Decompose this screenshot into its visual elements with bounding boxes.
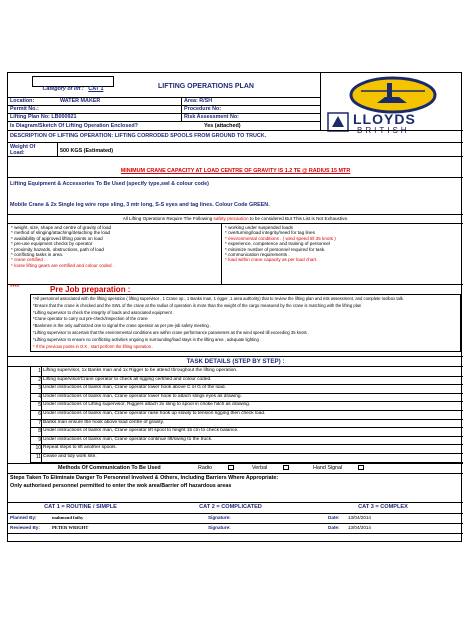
task-step-number: 6 [38,411,41,417]
category-routine: CAT 1 = ROUTINE / SIMPLE [44,504,117,510]
precaution-item: * pre-use equipment checks by operator [11,241,93,247]
task-step-text: Under instructions of banks man, Crane operator lower hook to attach slings eyes as drawing. [43,393,242,399]
communication-label: Methods Of Communication To Be Used [58,465,161,471]
crane-capacity-note: MINIMUM CRANE CAPACITY AT LOAD CENTRE OF GRAVITY IS 1.2 TE @ RADIUS 15 MTR [120,168,351,174]
risk-assessment-label: Risk Assessment No: [184,114,239,120]
precaution-item: * proximity hazards, obstructions, path of load [11,246,104,252]
comm-radio[interactable]: Radio [198,465,234,471]
precaution-item: * method of slinging/attaching/detaching the load [11,230,111,236]
task-step-number: 11 [35,454,41,460]
prejob-item: *Lifting supervisor to ensure no conflicting activities ongoing in surrounding/load stays in the lifting area , adequate lighting . [33,336,262,342]
precaution-item: * availability of approved lifting points on load [11,235,103,241]
task-step-text: Cease and tidy work site. [43,454,97,459]
prejob-item: *Lifting supervisor to check the integrity of loads and associated equipment . [33,309,175,315]
reviewed-by-row: Reviewed By: PETER WRIGHT Signature: Date: 13/04/2014 [10,525,371,530]
task-step-number: 4 [38,393,41,400]
hand-signal-checkbox[interactable] [358,465,364,470]
prejob-item: *Bankmen is the only authorized one to signal the crane operator as per pre-job safety meeting . [33,323,212,329]
task-step-text: Repeat steps to lift another spools. [43,445,117,451]
danger-elimination-label: Steps Taken To Eliminate Danger To Personnel Involved & Others, Including Barriers Where Appropriate: [10,475,279,481]
precaution-item: * environmental conditions . ( wind speed till 35 knots ) [225,235,336,241]
weight-value: 500 KGS (Estimated) [60,148,114,154]
precaution-item: * loose lifting gears are certified and colour coded . [11,262,115,268]
task-step-number: 3 [38,385,41,392]
task-step-text: Banks man ensure the hook above load centre of gravity. [43,419,164,425]
task-step-number: 9 [38,436,41,443]
lifting-plan-number: Lifting Plan No: LB000921 [10,114,77,120]
location-label: Location: [10,98,35,104]
precaution-item: * working under suspended loads [225,225,293,230]
precaution-item: * load within crane capacity as per load chart. [225,257,318,263]
category-box [32,76,114,92]
task-step-text: Under instructions of banks man, Crane operator lower hook above C of G of the load. [43,385,226,391]
task-step-number: 1 [38,368,41,374]
prejob-item: *All personnel associated with the lifting operation ( lifting supervisor , 1 Crane op., 1 Banks man, 1 rigger ,1 area authority) that to review the lifting plan and risk assessment, and complete toolbox talk. [33,296,405,301]
task-heading: TASK DETAILS (STEP BY STEP) : [186,358,285,365]
task-step-number: 7 [38,419,41,426]
diagram-question: Is Diagram/Sketch Of Lifting Operation Enclosed? [10,123,138,129]
category-prefix: Category of lift : [42,86,84,92]
operation-description: DESCRIPTION OF LIFTING OPERATION: LIFTING CORRODED SPOOLS FROM GROUND TO TRUCK. [10,133,267,139]
comm-verbal[interactable]: Verbal [252,465,289,471]
task-step-text: Lifting supervisor/Crane operator to check all rigging certified and colour coded. [43,376,212,382]
procedure-label: Procedure No: [184,106,222,112]
weight-label: Weight Of Load: [10,144,36,157]
precaution-intro: All Lifting Operations Require The Following safety precaution to be considered But This List is Not Exhaustive. [122,216,349,221]
company-logo [321,75,461,137]
area-label: Area: R/SH [184,98,213,104]
precaution-list-left [11,225,114,268]
precaution-item: * overturning/load integrity/need for tag lines [225,230,315,236]
task-step-text: Lifting supervisor, 1x Banks man and 1x Rigger to be attend throughout the lifting operation. [43,368,238,373]
precaution-item: * communication requirements . [225,252,290,258]
task-step-text: Under instructions of banks man, Crane operator continue lift/swing to the truck. [43,436,213,442]
task-step-number: 5 [38,402,41,409]
task-step-number: 2 [38,376,41,383]
logo-text: LLOYDS [353,111,416,127]
comm-hand-signal[interactable]: Hand Signal [313,465,364,471]
precaution-item: * crane certified . [11,257,46,263]
task-step-text: Under instructions of Lifting supervisor, Riggers attach 2x sling to spool in choke hitch as drawing. [43,402,251,408]
precaution-item: * experience, competence and training of personnel [225,241,330,247]
task-step-number: 10 [35,445,41,452]
equipment-heading: Lifting Equipment & Accessories To Be Used (specify type,swl & colour code) [10,181,209,187]
prejob-item: * If the previous points in O.K , start perform the lifting operation . [33,343,154,349]
prejob-item: *Ensure that the crane is checked and the SWL of the crane at the radius of operation is more than the weight of the cargo measured by the crane is matching with the lifting plan [33,302,362,308]
precaution-item: * weight, size, shape and centre of gravity of load [11,225,112,230]
permit-label: Permit No.: [10,106,39,112]
prejob-item: *Lifting supervisor to ascertain that the environmental conditions are within crane performance parameters as the wind speed till exceeding 35 knots . [33,329,310,335]
category-value: CAT 1 [88,86,104,92]
task-step-number: 8 [38,428,41,435]
prejob-box [30,294,461,352]
prejob-heading: Pre Job preparation : [50,285,131,294]
verbal-checkbox[interactable] [283,465,289,470]
lifting-plan-sheet [7,72,462,542]
category-complicated: CAT 2 = COMPLICATED [199,504,262,510]
category-complex: CAT 3 = COMPLEX [358,504,408,510]
precaution-item: * minimize number of personnel required for task. [225,246,326,252]
task-step-text: Under instructions of banks man, Crane operator lift spool to height 15 cm to check balance. [43,428,239,434]
page-title: LIFTING OPERATIONS PLAN [158,83,254,90]
radio-checkbox[interactable] [228,465,234,470]
equipment-value: Mobile Crane & 2x Single leg wire rope sling, 3 mtr long, S-S eyes and tag lines. Colour Code GREEN. [10,202,270,208]
precaution-item: * conflicting tasks in area. [11,252,64,258]
planned-by-row: Planned By: mahmoud fathy Signature: Date: 13/04/2014 [10,515,371,520]
precaution-list-right [225,225,336,263]
prejob-stars: **** [10,285,20,291]
barrier-note: Only authorised personnel permitted to enter the wok area/Barrier off hazardous areas [10,483,232,489]
task-step-text: Under instructions of banks man, Crane operator raise hook up slowly to tension rigging then check load. [43,411,266,416]
diagram-answer: Yes (attached) [204,123,241,129]
location-value: WATER MAKER [60,98,101,104]
prejob-item: *Crane operator to carry out pre-check/inspection of the crane [33,316,148,322]
